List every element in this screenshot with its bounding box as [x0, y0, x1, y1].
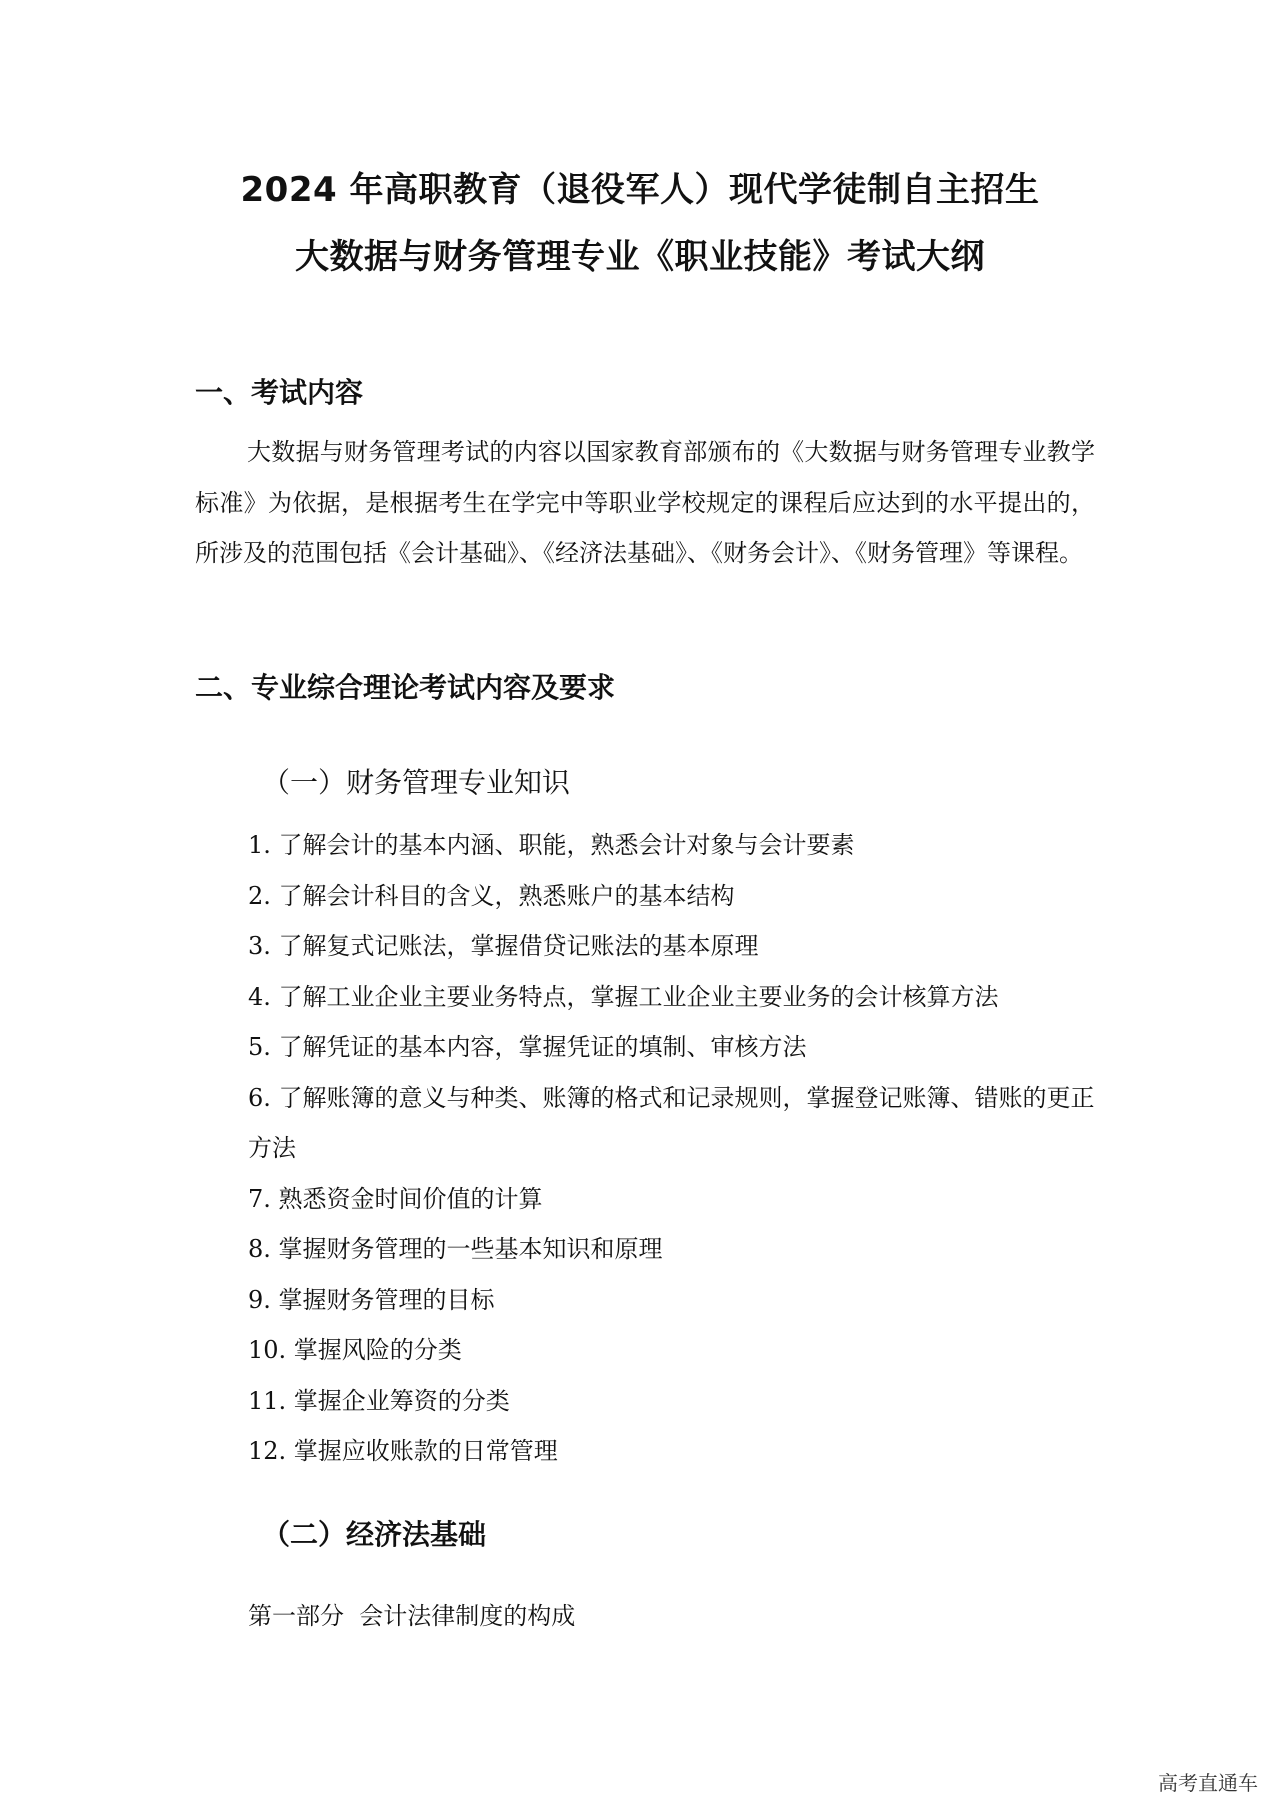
list-item: 4. 了解工业企业主要业务特点，掌握工业企业主要业务的会计核算方法	[248, 982, 999, 1011]
finance-knowledge-list	[248, 820, 1098, 1477]
section-heading-exam-content: 一、考试内容	[195, 376, 364, 409]
list-item: 6. 了解账簿的意义与种类、账簿的格式和记录规则，掌握登记账簿、错账的更正方法	[248, 1083, 1095, 1162]
watermark-text: 高考直通车	[1158, 1771, 1258, 1795]
list-item: 9. 掌握财务管理的目标	[248, 1285, 495, 1314]
list-item: 12. 掌握应收账款的日常管理	[248, 1437, 558, 1465]
list-item: 8. 掌握财务管理的一些基本知识和原理	[248, 1235, 663, 1263]
list-item: 2. 了解会计科目的含义，熟悉账户的基本结构	[248, 881, 735, 910]
part-one-heading: 第一部分 会计法律制度的构成	[248, 1602, 576, 1630]
section-heading-theory-requirements: 二、专业综合理论考试内容及要求	[195, 671, 616, 704]
list-item: 10. 掌握风险的分类	[248, 1336, 462, 1364]
list-item: 3. 了解复式记账法，掌握借贷记账法的基本原理	[248, 932, 759, 960]
list-item: 11. 掌握企业筹资的分类	[248, 1386, 510, 1415]
exam-content-paragraph: 大数据与财务管理考试的内容以国家教育部颁布的《大数据与财务管理专业教学标准》为依据，是根据考生在学完中等职业学校规定的课程后应达到的水平提出的，所涉及的范围包括《会计基础》、《经济法基础》、《财务会计》、《财务管理》等课程。	[195, 438, 1095, 567]
list-item: 5. 了解凭证的基本内容，掌握凭证的填制、审核方法	[248, 1033, 807, 1061]
list-item: 1. 了解会计的基本内涵、职能，熟悉会计对象与会计要素	[248, 831, 855, 859]
subsection-heading-finance-knowledge: （一）财务管理专业知识	[262, 766, 571, 799]
subsection-heading-economic-law: （二）经济法基础	[262, 1518, 487, 1551]
document-title-line-1: 2024 年高职教育（退役军人）现代学徒制自主招生	[240, 170, 1040, 210]
document-title-line-2: 大数据与财务管理专业《职业技能》考试大纲	[295, 237, 985, 277]
list-item: 7. 熟悉资金时间价值的计算	[248, 1184, 543, 1213]
